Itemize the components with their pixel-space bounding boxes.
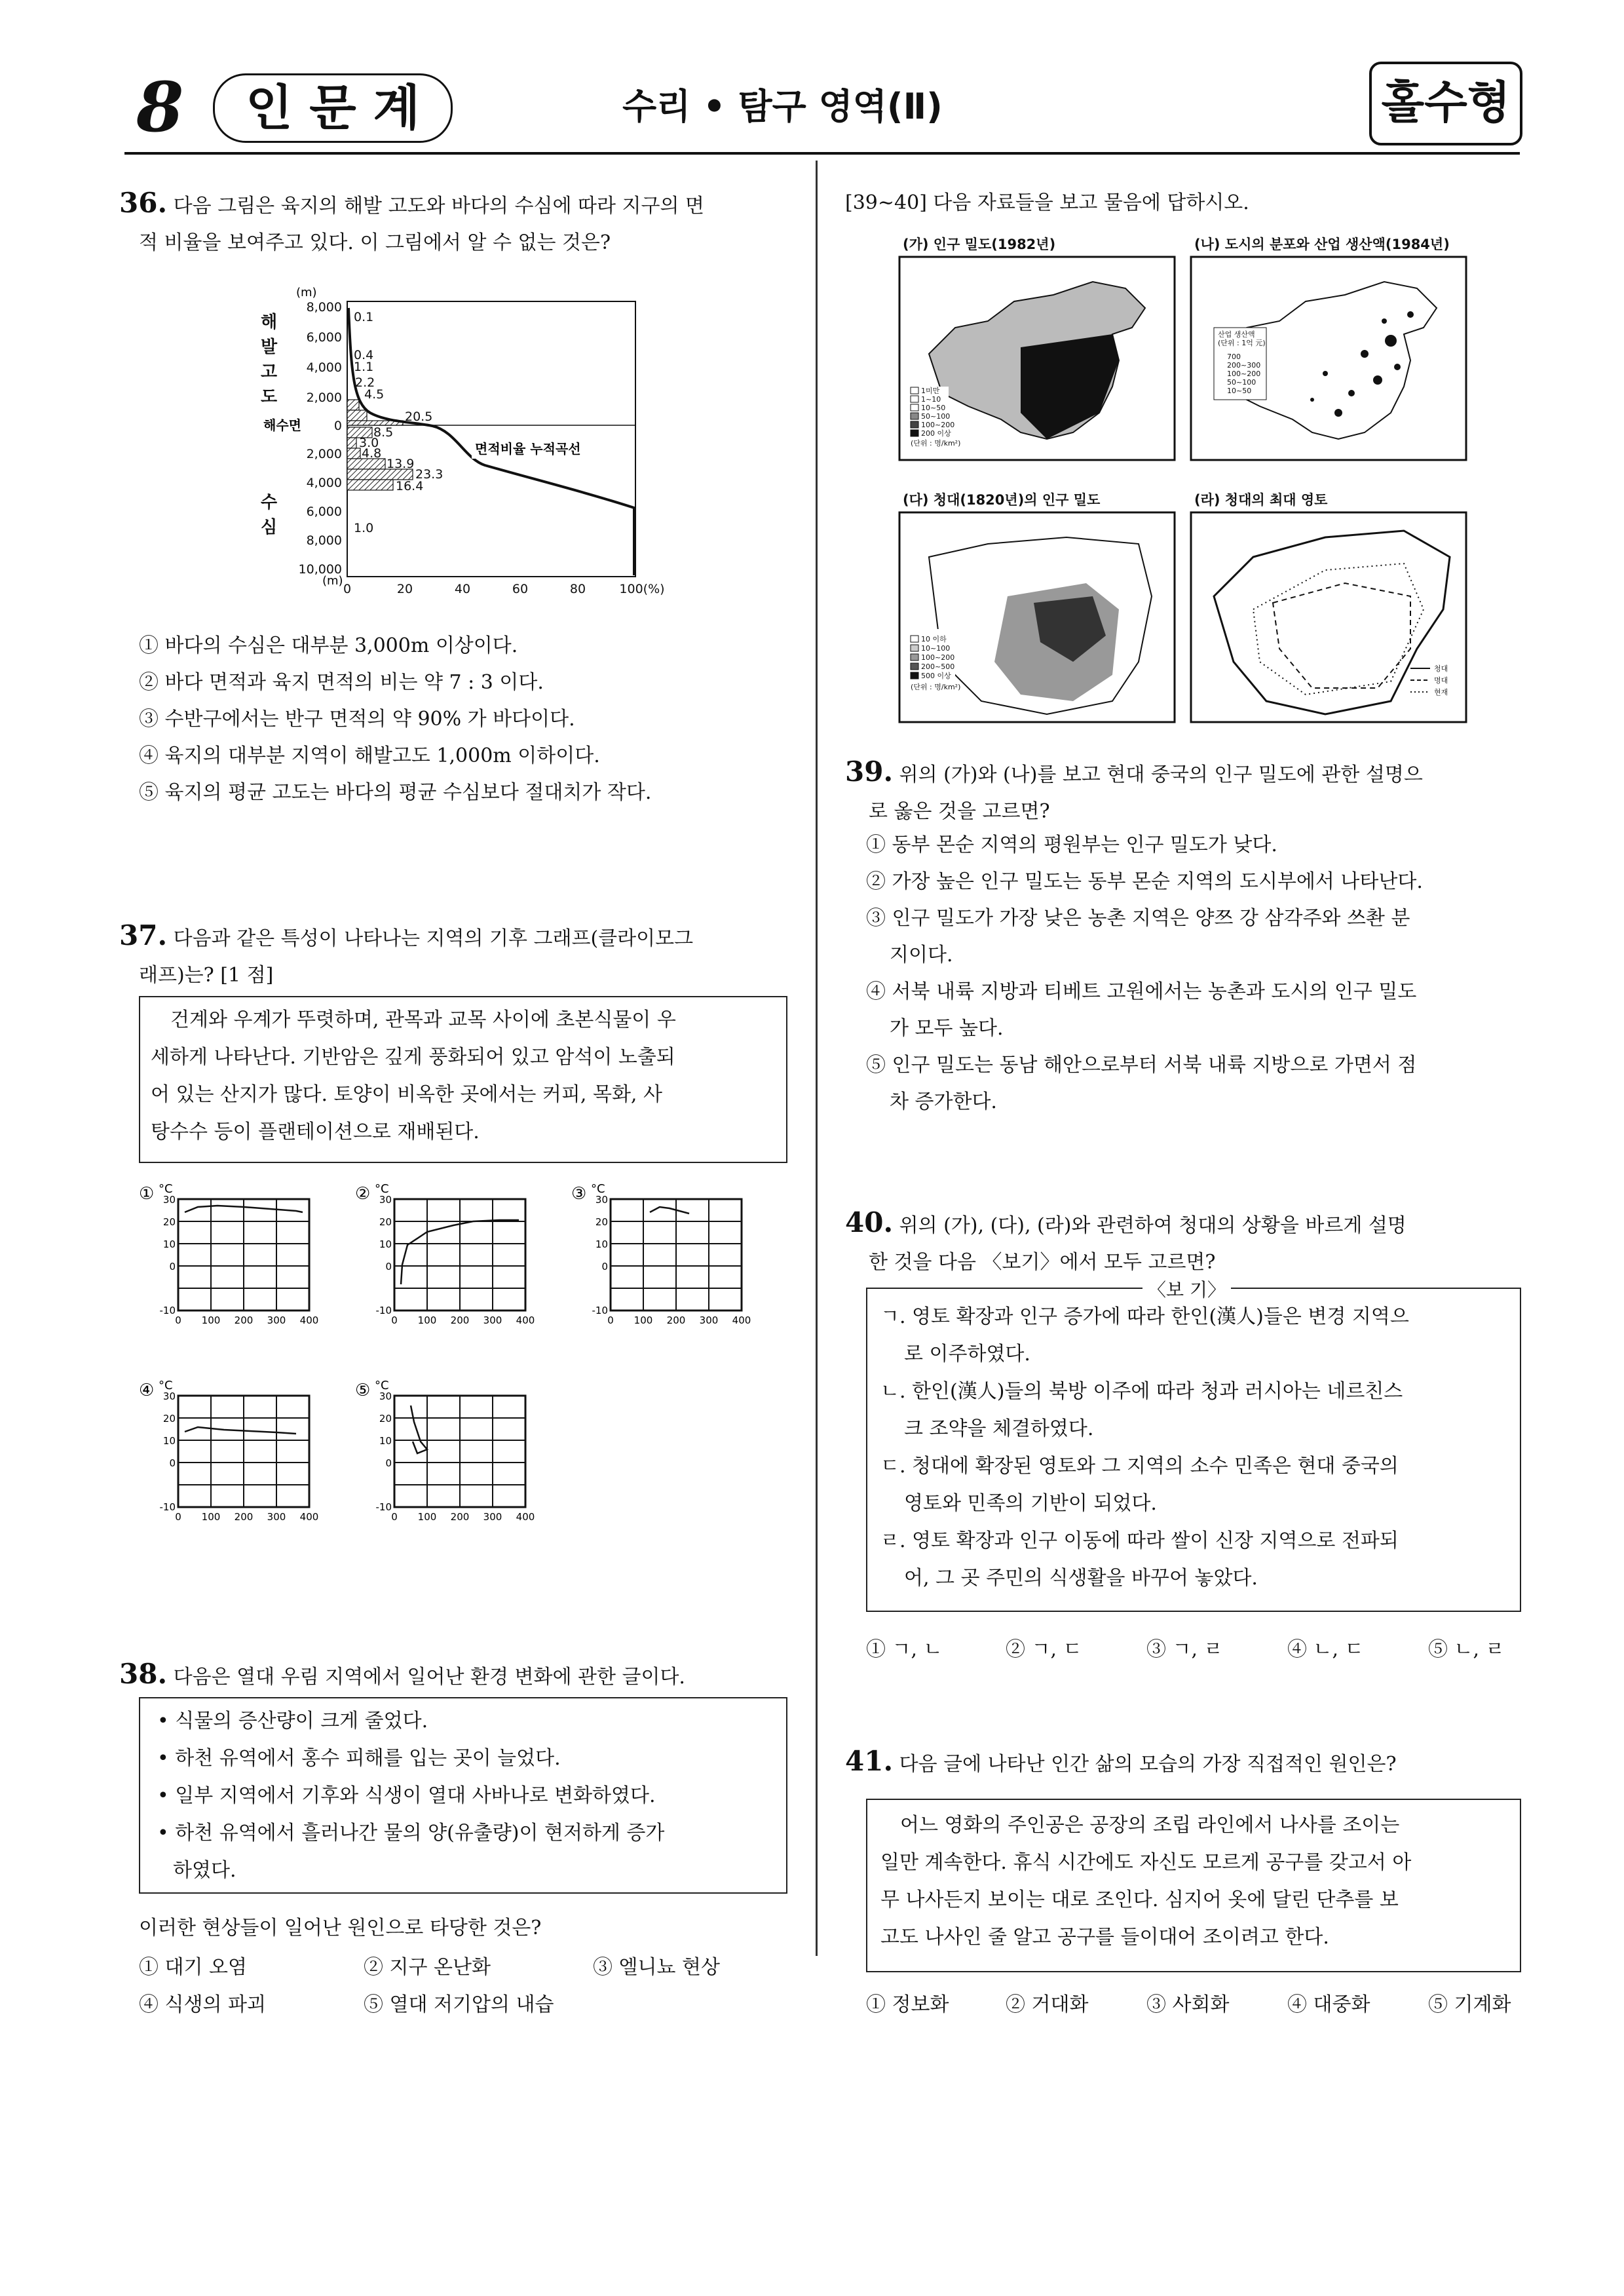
q40-option-3[interactable]: ③ ㄱ, ㄹ (1146, 1638, 1223, 1661)
svg-text:도: 도 (261, 387, 278, 407)
form-type-badge: 홀수형 (1369, 62, 1522, 145)
q37-text-2: 래프)는? [1 점] (139, 964, 274, 987)
q36-stem (119, 185, 787, 261)
climograph-label-2: ② (355, 1184, 371, 1204)
q36-sea-level-label: 해수면 (263, 417, 301, 433)
q36-option-3[interactable]: ③ 수반구에서는 반구 면적의 약 90% 가 바다이다. (139, 708, 575, 731)
svg-text:80: 80 (569, 582, 586, 596)
svg-text:10 이하: 10 이하 (921, 635, 947, 643)
header-rule (124, 152, 1520, 155)
svg-text:10~100: 10~100 (921, 644, 951, 653)
column-divider (816, 161, 818, 1956)
page-header (124, 59, 1520, 157)
q39-option-5-cont: 차 증가한다. (890, 1090, 997, 1113)
q36-y-ticks (299, 300, 342, 577)
q38-observation-line: • 하천 유역에서 흘러나간 물의 양(유출량)이 현저하게 증가 (157, 1822, 665, 1845)
q38-observation-line: • 일부 지역에서 기후와 식생이 열대 사바나로 변화하였다. (157, 1784, 656, 1807)
q36-elevation-depth-chart (255, 282, 675, 609)
svg-text:1.0: 1.0 (354, 521, 374, 535)
svg-text:(단위 : 1억 元): (단위 : 1억 元) (1218, 339, 1266, 347)
q39-text-1: 위의 (가)와 (나)를 보고 현대 중국의 인구 밀도에 관한 설명으 (899, 763, 1423, 786)
svg-text:1미만: 1미만 (921, 387, 940, 395)
svg-text:8,000: 8,000 (306, 533, 342, 548)
q41-stem (845, 1743, 1526, 1783)
q39-option-3-cont: 지이다. (890, 944, 953, 966)
q37-climograph-grid (139, 1179, 794, 1546)
svg-text:20.5: 20.5 (405, 410, 433, 424)
svg-text:0: 0 (343, 582, 352, 596)
svg-text:청대: 청대 (1434, 664, 1448, 673)
q38-number: 38. (119, 1658, 168, 1690)
section-label: 인 문 계 (213, 73, 453, 143)
q36-option-1[interactable]: ① 바다의 수심은 대부분 3,000m 이상이다. (139, 634, 518, 657)
q41-option-1[interactable]: ① 정보화 (866, 1993, 949, 2016)
svg-text:60: 60 (512, 582, 529, 596)
q41-passage-line: 무 나사든지 보이는 대로 조인다. 심지어 옷에 달린 단추를 보 (880, 1888, 1399, 1911)
q41-passage-line: 고도 나사인 줄 알고 공구를 들이대어 조이려고 한다. (880, 1926, 1329, 1949)
svg-text:10~50: 10~50 (1227, 387, 1252, 395)
svg-text:해: 해 (261, 313, 278, 332)
map-ra-title: (라) 청대의 최대 영토 (1194, 492, 1328, 508)
svg-text:50~100: 50~100 (921, 412, 951, 421)
svg-text:산업 생산액: 산업 생산액 (1218, 330, 1255, 339)
map-ga-title: (가) 인구 밀도(1982년) (903, 237, 1056, 252)
page-title: 수리 • 탐구 영역(Ⅱ) (622, 86, 943, 127)
svg-text:2.2: 2.2 (355, 375, 375, 390)
svg-text:50~100: 50~100 (1227, 378, 1256, 387)
svg-text:200~300: 200~300 (1227, 361, 1261, 370)
svg-text:6,000: 6,000 (306, 330, 342, 345)
svg-text:4,000: 4,000 (306, 360, 342, 375)
q40-text-2: 한 것을 다음 〈보기〉에서 모두 고르면? (869, 1251, 1216, 1274)
q37-text-1: 다음과 같은 특성이 나타나는 지역의 기후 그래프(클라이모그 (173, 927, 694, 950)
q39-option-2[interactable]: ② 가장 높은 인구 밀도는 동부 몬순 지역의 도시부에서 나타난다. (866, 870, 1423, 893)
q40-option-1[interactable]: ① ㄱ, ㄴ (866, 1638, 943, 1661)
q38-option-1[interactable]: ① 대기 오염 (139, 1956, 247, 1979)
q41-option-4[interactable]: ④ 대중화 (1287, 1993, 1370, 2016)
q36-text-1: 다음 그림은 육지의 해발 고도와 바다의 수심에 따라 지구의 면 (173, 195, 704, 218)
q38-option-2[interactable]: ② 지구 온난화 (364, 1956, 491, 1979)
q36-options (139, 628, 651, 811)
svg-text:13.9: 13.9 (387, 457, 415, 471)
climograph-1 (159, 1182, 318, 1326)
svg-text:10,000: 10,000 (298, 562, 342, 577)
svg-text:4,000: 4,000 (306, 476, 342, 490)
svg-text:4.8: 4.8 (362, 446, 382, 461)
q37-passage-line: 건계와 우계가 뚜렷하며, 관목과 교목 사이에 초본식물이 우 (170, 1008, 676, 1031)
q41-text: 다음 글에 나타난 인간 삶의 모습의 가장 직접적인 원인은? (899, 1753, 1397, 1776)
svg-text:1.1: 1.1 (354, 360, 374, 374)
bogi-label: 〈보 기〉 (1142, 1276, 1231, 1302)
svg-text:4.5: 4.5 (364, 387, 385, 402)
q36-x-ticks (343, 582, 665, 596)
q36-option-4[interactable]: ④ 육지의 대부분 지역이 해발고도 1,000m 이하이다. (139, 744, 600, 767)
svg-text:40: 40 (454, 582, 471, 596)
q37-passage-line: 탕수수 등이 플랜테이션으로 재배된다. (151, 1120, 480, 1143)
q41-number: 41. (845, 1745, 894, 1777)
q40-option-2[interactable]: ② ㄱ, ㄷ (1006, 1638, 1082, 1661)
q40-text-1: 위의 (가), (다), (라)와 관련하여 청대의 상황을 바르게 설명 (899, 1214, 1407, 1237)
q38-stem (119, 1656, 801, 1696)
svg-text:200~500: 200~500 (921, 662, 955, 671)
svg-text:20: 20 (396, 582, 413, 596)
svg-text:0.1: 0.1 (354, 310, 374, 324)
q40-option-5[interactable]: ⑤ ㄴ, ㄹ (1428, 1638, 1505, 1661)
q39-40-instruction: [39∼40] 다음 자료들을 보고 물음에 답하시오. (845, 191, 1249, 214)
svg-text:2,000: 2,000 (306, 447, 342, 461)
q38-option-3[interactable]: ③ 엘니뇨 현상 (593, 1956, 720, 1979)
svg-text:10~50: 10~50 (921, 404, 946, 412)
svg-text:8,000: 8,000 (306, 300, 342, 315)
q39-options (866, 827, 1423, 1120)
bogi-item-na-cont: 크 조약을 체결하였다. (904, 1417, 1094, 1440)
q38-observation-line: • 식물의 증산량이 크게 줄었다. (157, 1710, 428, 1732)
q41-passage-box (866, 1799, 1521, 1972)
bogi-item-na: ㄴ. 한인(漢人)들의 북방 이주에 따라 청과 러시아는 네르친스 (880, 1380, 1403, 1403)
svg-text:23.3: 23.3 (415, 467, 444, 482)
climograph-3 (591, 1182, 751, 1326)
map-da-title: (다) 청대(1820년)의 인구 밀도 (903, 492, 1101, 508)
svg-text:3.0: 3.0 (359, 436, 379, 450)
svg-text:6,000: 6,000 (306, 505, 342, 519)
bogi-item-ra-cont: 어, 그 곳 주민의 식생활을 바꾸어 놓았다. (904, 1567, 1258, 1590)
map-na-title: (나) 도시의 분포와 산업 생산액(1984년) (1194, 237, 1450, 252)
q36-option-5[interactable]: ⑤ 육지의 평균 고도는 바다의 평균 수심보다 절대치가 작다. (139, 781, 652, 804)
svg-text:0.4: 0.4 (354, 348, 374, 362)
svg-text:200 이상: 200 이상 (921, 429, 951, 438)
q40-stem (845, 1204, 1526, 1281)
svg-text:16.4: 16.4 (396, 479, 424, 493)
climograph-4 (159, 1379, 318, 1523)
bogi-item-da: ㄷ. 청대에 확장된 영토와 그 지역의 소수 민족은 현대 중국의 (880, 1455, 1399, 1478)
q41-option-2[interactable]: ② 거대화 (1006, 1993, 1089, 2016)
q38-observation-line: • 하천 유역에서 홍수 피해를 입는 곳이 늘었다. (157, 1747, 561, 1770)
q38-observation-box (139, 1697, 787, 1894)
q40-number: 40. (845, 1206, 894, 1238)
q41-option-3[interactable]: ③ 사회화 (1146, 1993, 1230, 2016)
q40-option-4[interactable]: ④ ㄴ, ㄷ (1287, 1638, 1364, 1661)
q39-option-1[interactable]: ① 동부 몬순 지역의 평원부는 인구 밀도가 낮다. (866, 833, 1277, 856)
svg-text:(m): (m) (322, 574, 343, 588)
climograph-5 (375, 1379, 535, 1523)
svg-text:100~200: 100~200 (921, 653, 955, 662)
q38-question: 이러한 현상들이 일어난 원인으로 타당한 것은? (139, 1917, 542, 1940)
q37-stem (119, 917, 801, 994)
q36-text-2: 적 비율을 보여주고 있다. 이 그림에서 알 수 없는 것은? (139, 231, 611, 254)
svg-text:심: 심 (261, 518, 278, 537)
svg-text:발: 발 (261, 337, 278, 357)
q39-option-5[interactable]: ⑤ 인구 밀도는 동남 해안으로부터 서북 내륙 지방으로 가면서 점 (866, 1054, 1417, 1077)
bogi-item-da-cont: 영토와 민족의 기반이 되었다. (904, 1492, 1157, 1515)
bogi-item-ga-cont: 로 이주하였다. (904, 1343, 1030, 1366)
climograph-label-5: ⑤ (355, 1381, 371, 1400)
bogi-item-ga: ㄱ. 영토 확장과 인구 증가에 따라 한인(漢人)들은 변경 지역으 (880, 1305, 1409, 1328)
svg-text:500 이상: 500 이상 (921, 672, 951, 680)
q37-number: 37. (119, 919, 168, 951)
svg-text:2,000: 2,000 (306, 391, 342, 405)
bogi-item-ra: ㄹ. 영토 확장과 인구 이동에 따라 쌀이 신장 지역으로 전파되 (880, 1529, 1399, 1552)
map-da (909, 537, 1152, 714)
q38-option-4[interactable]: ④ 식생의 파괴 (139, 1993, 266, 2016)
maps-panel (896, 229, 1473, 740)
q36-option-2[interactable]: ② 바다 면적과 육지 면적의 비는 약 7 : 3 이다. (139, 671, 544, 694)
svg-text:8.5: 8.5 (373, 425, 394, 440)
svg-text:0: 0 (333, 419, 342, 433)
climograph-label-4: ④ (139, 1381, 155, 1400)
q36-unit-top: (m) (296, 286, 317, 299)
svg-text:(단위 : 명/km²): (단위 : 명/km²) (911, 439, 961, 448)
svg-text:100~200: 100~200 (1227, 370, 1261, 378)
q39-option-3[interactable]: ③ 인구 밀도가 가장 낮은 농촌 지역은 양쯔 강 삼각주와 쓰촨 분 (866, 907, 1410, 930)
svg-text:1~10: 1~10 (921, 395, 941, 404)
q39-option-4[interactable]: ④ 서북 내륙 지방과 티베트 고원에서는 농촌과 도시의 인구 밀도 (866, 980, 1417, 1003)
q39-stem (845, 754, 1526, 830)
climograph-2 (375, 1182, 535, 1326)
svg-text:수: 수 (261, 493, 278, 512)
svg-text:고: 고 (261, 362, 278, 382)
svg-text:700: 700 (1227, 353, 1241, 361)
climograph-label-3: ③ (571, 1184, 587, 1204)
q39-option-4-cont: 가 모두 높다. (890, 1017, 1004, 1040)
q39-text-2: 로 옳은 것을 고르면? (869, 800, 1050, 823)
svg-text:100~200: 100~200 (921, 421, 955, 429)
q38-text: 다음은 열대 우림 지역에서 일어난 환경 변화에 관한 글이다. (173, 1666, 685, 1689)
svg-text:100(%): 100(%) (619, 582, 665, 596)
q41-passage-line: 일만 계속한다. 휴식 시간에도 자신도 모르게 공구를 갖고서 아 (880, 1851, 1412, 1874)
q39-number: 39. (845, 756, 894, 788)
svg-text:명대: 명대 (1434, 676, 1448, 685)
q38-observation-line: 하였다. (173, 1859, 236, 1882)
q37-passage-box (139, 996, 787, 1163)
q36-curve-label: 면적비율 누적곡선 (475, 441, 581, 457)
q37-passage-line: 세하게 나타난다. 기반암은 깊게 풍화되어 있고 암석이 노출되 (151, 1046, 675, 1069)
svg-text:(단위 : 명/km²): (단위 : 명/km²) (911, 683, 961, 691)
svg-text:현재: 현재 (1434, 688, 1448, 697)
q38-option-5[interactable]: ⑤ 열대 저기압의 내습 (364, 1993, 554, 2016)
q37-passage-line: 어 있는 산지가 많다. 토양이 비옥한 곳에서는 커피, 목화, 사 (151, 1083, 662, 1106)
map-ra-legend (1434, 664, 1448, 697)
q41-option-5[interactable]: ⑤ 기계화 (1428, 1993, 1511, 2016)
page-number: 8 (136, 67, 184, 147)
climograph-label-1: ① (139, 1184, 155, 1204)
q36-number: 36. (119, 187, 168, 219)
q41-passage-line: 어느 영화의 주인공은 공장의 조립 라인에서 나사를 조이는 (900, 1814, 1400, 1837)
q40-bogi-box (866, 1279, 1521, 1612)
